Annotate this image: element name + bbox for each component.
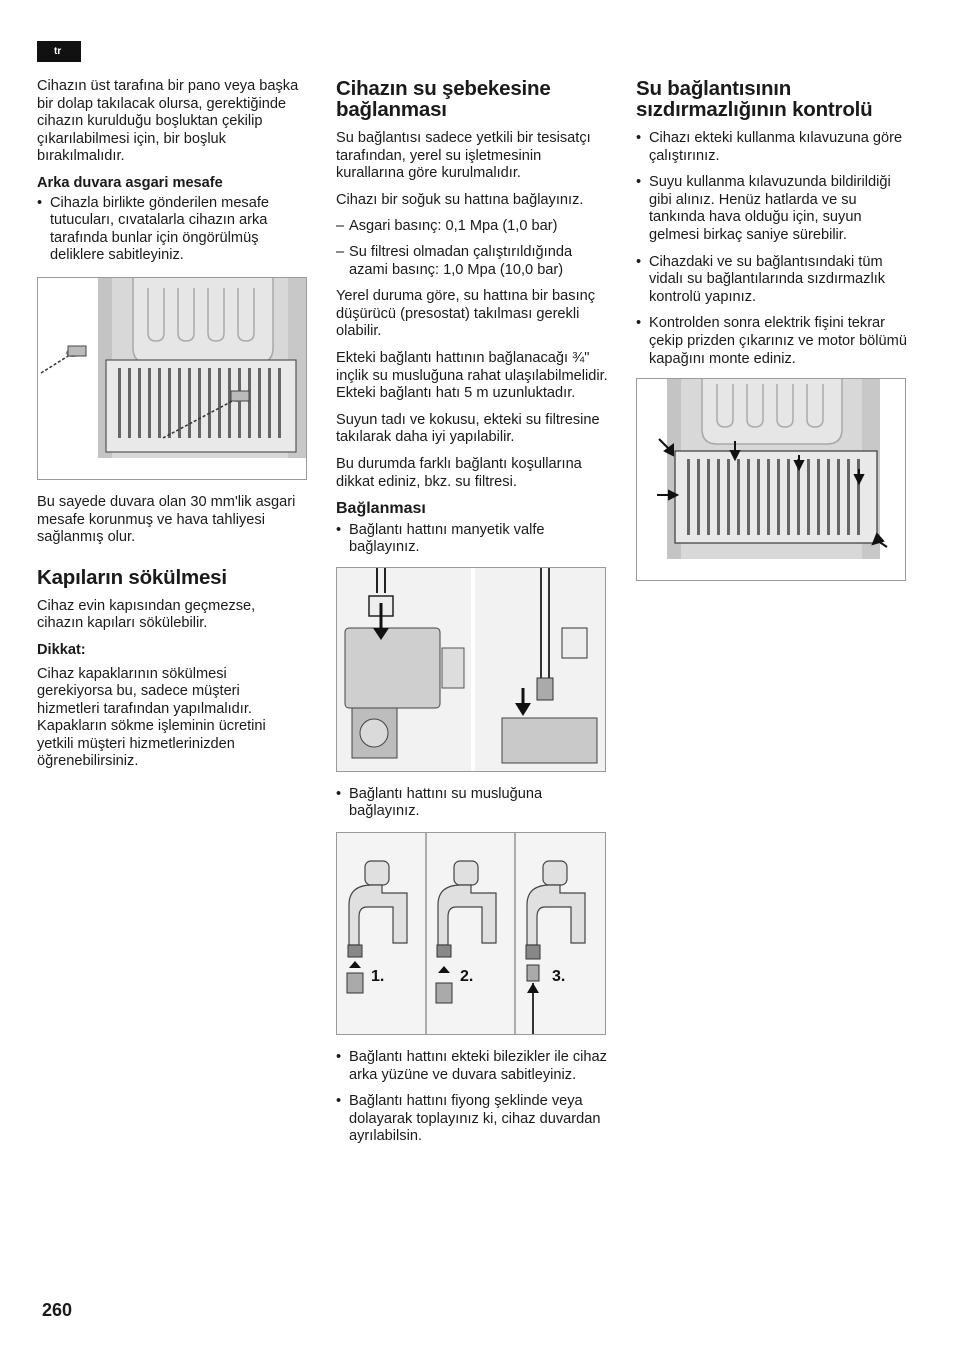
- min-distance-list: [37, 195, 299, 265]
- doors-heading: Kapıların sökülmesi: [37, 565, 227, 589]
- paragraph: Cihazı bir soğuk su hattına bağlayınız.: [336, 191, 584, 208]
- list-item: • Cihazı ekteki kullanma kılavuzuna göre çalıştırınız.: [636, 130, 908, 165]
- paragraph: Suyun tadı ve kokusu, ekteki su filtresine takılarak daha iyi yapılabilir.: [336, 411, 600, 446]
- step-label: 2.: [460, 968, 474, 986]
- spacer-mounting-figure: [37, 277, 307, 480]
- leak-check-heading: Su bağlantısının sızdırmazlığının kontrolü: [636, 77, 873, 121]
- water-connection-heading: Cihazın su şebekesine bağlanması: [336, 77, 551, 121]
- paragraph: Su bağlantısı sadece yetkili bir tesisatçı tarafından, yerel su işletmesinin kurallarına göre kurulmalıdır.: [336, 130, 591, 182]
- caution-paragraph: Cihaz kapaklarının sökülmesi gerekiyorsa bu, sadece müşteri hizmetleri tarafından yapılmalıdır. Kapakların sökme işleminin ücretini yetkili müşteri hizmetlerinizden öğrenebilirsiniz.: [37, 665, 266, 770]
- list-item: • Bağlantı hattını manyetik valfe bağlayınız.: [336, 522, 608, 557]
- connect-list-1: [336, 522, 608, 557]
- caution-label: Dikkat:: [37, 641, 86, 658]
- connect-list-3: [336, 1049, 608, 1146]
- list-item: • Suyu kullanma kılavuzunda bildirildiği gibi alınız. Henüz hatlarda ve su tankında hava olduğu için, suyun gelmesi birkaç saniye sürebilir.: [636, 174, 908, 244]
- list-item: – Asgari basınç: 0,1 Mpa (1,0 bar): [336, 218, 608, 236]
- step-label: 3.: [552, 968, 566, 986]
- motor-cover-figure: [636, 378, 906, 581]
- min-distance-heading: Arka duvara asgari mesafe: [37, 174, 223, 191]
- column-right: [636, 78, 908, 595]
- list-item: • Bağlantı hattını fiyong şeklinde veya dolayarak toplayınız ki, cihaz duvardan ayrılabilsin.: [336, 1093, 608, 1146]
- solenoid-valve-figure: [336, 567, 606, 772]
- min-distance-result: Bu sayede duvara olan 30 mm'lik asgari mesafe korunmuş ve hava tahliyesi sağlanmış olur.: [37, 493, 296, 546]
- list-item: • Cihazdaki ve su bağlantısındaki tüm vidalı su bağlantılarında sızdırmazlık kontrolü yapınız.: [636, 254, 908, 307]
- list-item: • Bağlantı hattını su musluğuna bağlayınız.: [336, 786, 608, 821]
- page-number: 260: [42, 1300, 73, 1320]
- list-item: • Kontrolden sonra elektrik fişini tekrar çekip prizden çıkarınız ve motor bölümü kapağını monte ediniz.: [636, 315, 908, 368]
- doors-paragraph: Cihaz evin kapısından geçmezse, cihazın kapıları sökülebilir.: [37, 597, 256, 632]
- list-item: • Cihazla birlikte gönderilen mesafe tutucuları, cıvatalarla cihazın arka tarafında bunlar için öngörülmüş deliklere sabitleyiniz.: [37, 195, 299, 265]
- leak-check-list: [636, 130, 908, 368]
- faucet-connection-figure: [336, 832, 606, 1035]
- column-middle: [336, 78, 608, 1155]
- paragraph: Yerel duruma göre, su hattına bir basınç düşürücü (presostat) takılması gerekli olabilir.: [336, 288, 596, 340]
- paragraph: Bu durumda farklı bağlantı koşullarına dikkat ediniz, bkz. su filtresi.: [336, 455, 582, 490]
- paragraph: Ekteki bağlantı hattının bağlanacağı ¾" inçlik su musluğuna rahat ulaşılabilmelidir. Ekteki bağlantı hatı 5 m uzunluktadır.: [336, 349, 608, 402]
- connecting-subheading: Bağlanması: [336, 500, 426, 518]
- connect-list-2: [336, 786, 608, 821]
- column-left: [37, 78, 299, 780]
- list-item: • Bağlantı hattını ekteki bilezikler ile cihaz arka yüzüne ve duvara sabitleyiniz.: [336, 1049, 608, 1084]
- step-label: 1.: [371, 968, 385, 986]
- intro-paragraph: Cihazın üst tarafına bir pano veya başka bir dolap takılacak olursa, gerektiğinde cihazın kurulduğu boşluktan çekilip çıkarılabilmesi için, bir boşluk bırakılmalıdır.: [37, 78, 299, 165]
- language-tag: tr: [37, 41, 81, 62]
- pressure-list: [336, 218, 608, 279]
- list-item: – Su filtresi olmadan çalıştırıldığında azami basınç: 1,0 Mpa (10,0 bar): [336, 244, 608, 279]
